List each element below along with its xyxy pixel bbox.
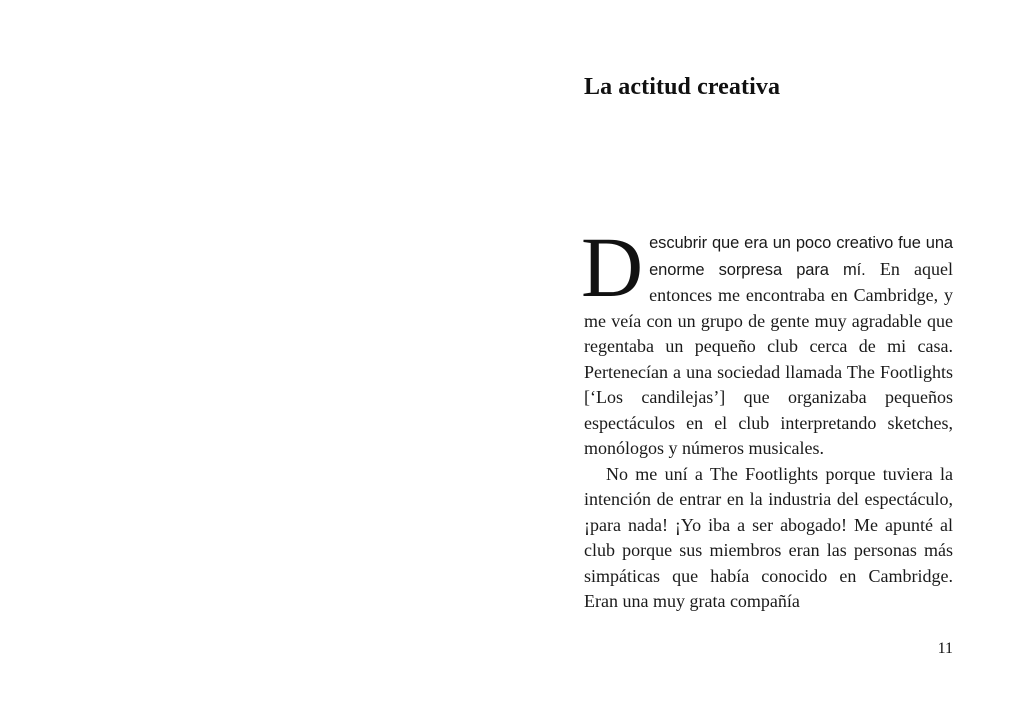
drop-cap: D	[581, 219, 644, 315]
page-number: 11	[937, 640, 953, 657]
paragraph-1	[581, 219, 953, 462]
paragraph-2-text: No me uní a The Footlights porque tuviera la intención de entrar en la industria del espectáculo, ¡para nada! ¡Yo iba a ser abogado! Me apunté al club porque sus miembros eran las personas más simpáticas que había conocido en Cambridge. Eran una muy grata compañía	[584, 463, 953, 611]
chapter-title: La actitud creativa	[584, 74, 781, 100]
lead-in-text: escubrir que era un poco creativo fue una enorme sorpresa para mí.	[649, 234, 953, 279]
paragraph-2	[584, 462, 953, 615]
paragraph-1-text: En aquel entonces me encontraba en Cambridge, y me veía con un grupo de gente muy agradable que regentaba un pequeño club cerca de mi casa. Pertenecían a una sociedad llamada The Footlights [‘Los candilejas’] que organizaba pequeños espectáculos en el club interpretando sketches, monólogos y números musicales.	[584, 258, 953, 458]
body-text	[581, 219, 953, 615]
